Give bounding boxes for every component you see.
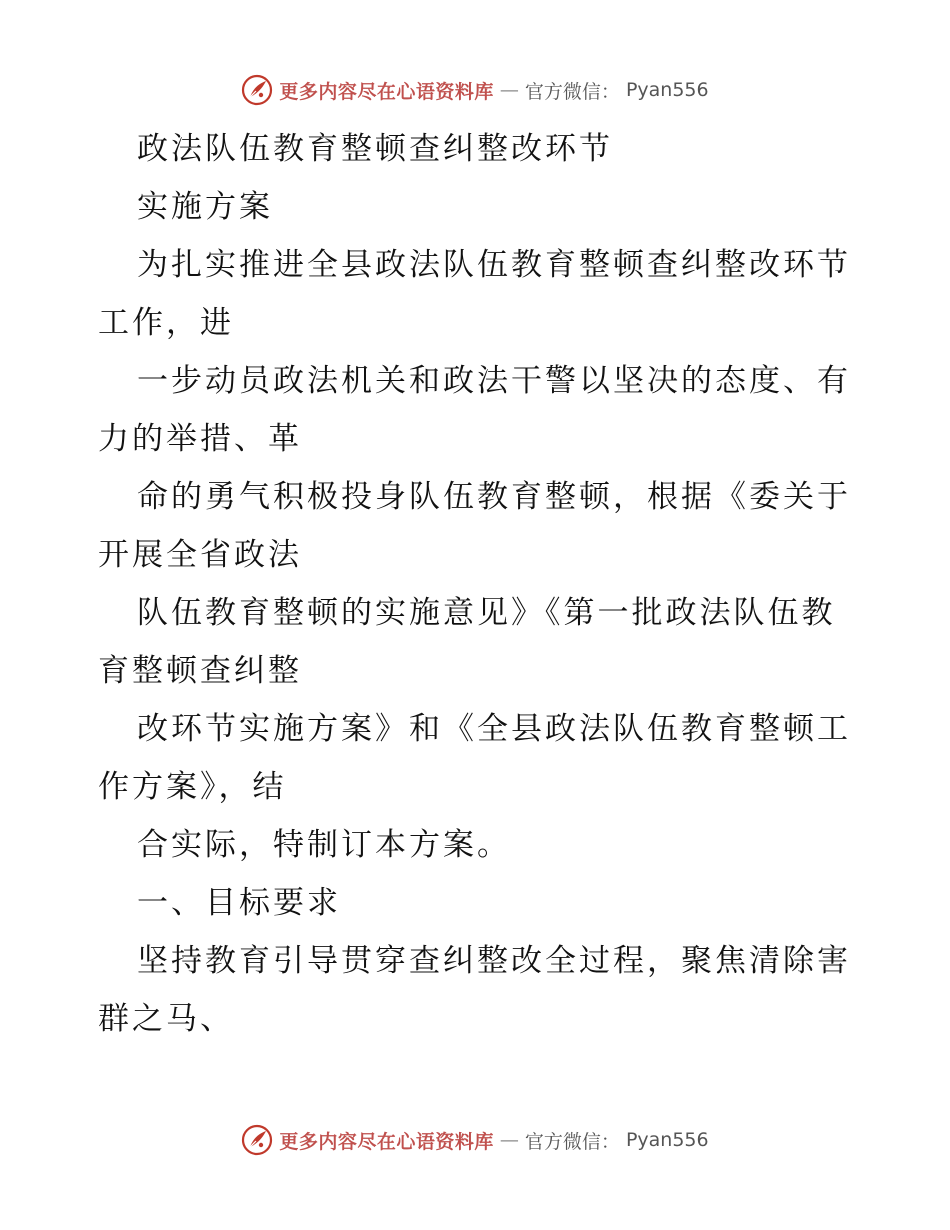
site-name: 更多内容尽在心语资料库 (279, 80, 494, 103)
text-line: 命的勇气积极投身队伍教育整顿，根据《委关于 (137, 479, 851, 515)
text-line: 为扎实推进全县政法队伍教育整顿查纠整改环节 (137, 247, 851, 283)
banner-dash: — (499, 79, 519, 101)
quill-pen-icon (241, 1124, 273, 1156)
text-line: 一、目标要求 (137, 885, 341, 921)
site-name: 更多内容尽在心语资料库 (279, 1130, 494, 1153)
text-line: 队伍教育整顿的实施意见》《第一批政法队伍教 (137, 595, 836, 631)
wechat-id: Pyan556 (625, 1129, 709, 1151)
header-banner (0, 70, 950, 110)
document-body (98, 120, 858, 1048)
text-line: 合实际，特制订本方案。 (137, 827, 511, 863)
text-line: 坚持教育引导贯穿查纠整改全过程，聚焦清除害 (137, 943, 851, 979)
text-line: 群之马、 (98, 1001, 234, 1037)
text-line: 作方案》，结 (98, 769, 287, 805)
text-line: 力的举措、革 (98, 421, 302, 457)
text-line: 育整顿查纠整 (98, 653, 302, 689)
quill-pen-icon (241, 74, 273, 106)
wechat-label: 官方微信： (524, 80, 620, 103)
text-line: 开展全省政法 (98, 537, 302, 573)
wechat-label: 官方微信： (524, 1130, 620, 1153)
text-line: 政法队伍教育整顿查纠整改环节 (137, 131, 613, 167)
banner-dash: — (499, 1129, 519, 1151)
text-line: 工作，进 (98, 305, 234, 341)
text-line: 实施方案 (137, 189, 273, 225)
text-line: 一步动员政法机关和政法干警以坚决的态度、有 (137, 363, 851, 399)
wechat-id: Pyan556 (625, 79, 709, 101)
text-line: 改环节实施方案》和《全县政法队伍教育整顿工 (137, 711, 851, 747)
footer-banner (0, 1120, 950, 1160)
